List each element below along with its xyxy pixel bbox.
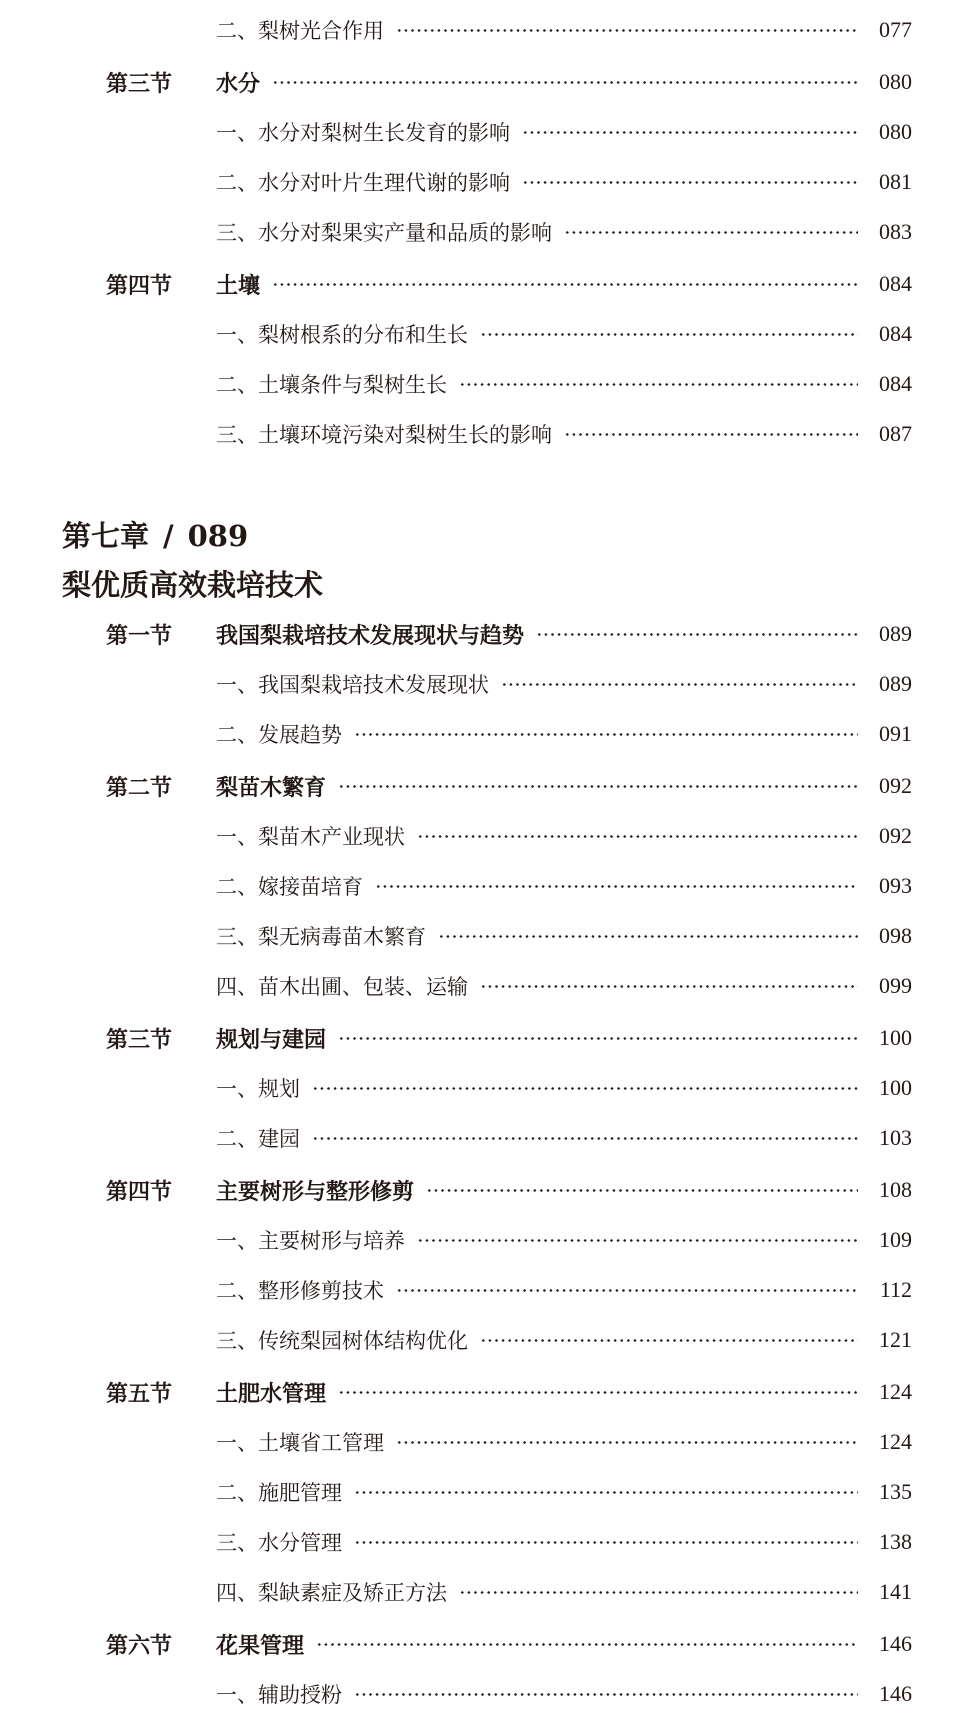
subsection-title: 一、梨苗木产业现状	[216, 825, 405, 849]
toc-subsection-row[interactable]	[216, 1422, 912, 1462]
subsection-title: 三、传统梨园树体结构优化	[216, 1329, 468, 1353]
toc-subsection-row[interactable]	[216, 112, 912, 152]
section-label: 第二节	[106, 775, 173, 801]
subsection-title: 二、建园	[216, 1127, 300, 1151]
section-label: 第四节	[106, 273, 173, 299]
toc-subsection-row[interactable]	[216, 1472, 912, 1512]
dot-leader	[417, 1239, 858, 1242]
page-number: 092	[879, 823, 912, 848]
subsection-title: 一、我国梨栽培技术发展现状	[216, 673, 489, 697]
dot-leader	[375, 885, 858, 888]
subsection-title: 一、水分对梨树生长发育的影响	[216, 121, 510, 145]
toc-subsection-row[interactable]	[216, 1068, 912, 1108]
dot-leader	[426, 1189, 858, 1192]
toc-section-row[interactable]	[106, 766, 912, 806]
chapter-page-number: 089	[187, 519, 249, 553]
page-number: 100	[879, 1025, 912, 1050]
section-title: 土壤	[216, 273, 261, 299]
section-label: 第五节	[106, 1381, 173, 1407]
page-number: 124	[879, 1379, 912, 1404]
dot-leader	[396, 1441, 858, 1444]
dot-leader	[354, 1541, 858, 1544]
toc-subsection-row[interactable]	[216, 866, 912, 906]
dot-leader	[522, 131, 858, 134]
subsection-title: 二、土壤条件与梨树生长	[216, 373, 447, 397]
page-number: 087	[879, 421, 912, 446]
page-number: 092	[879, 773, 912, 798]
dot-leader	[396, 29, 858, 32]
toc-subsection-row[interactable]	[216, 10, 912, 50]
page-number: 089	[879, 671, 912, 696]
section-title: 规划与建园	[216, 1027, 327, 1053]
page-number: 138	[879, 1529, 912, 1554]
toc-subsection-row[interactable]	[216, 1118, 912, 1158]
section-label: 第四节	[106, 1179, 173, 1205]
toc-section-row[interactable]	[106, 1170, 912, 1210]
page-number: 080	[879, 69, 912, 94]
dot-leader	[480, 333, 858, 336]
section-title: 土肥水管理	[216, 1381, 327, 1407]
section-label: 第六节	[106, 1633, 173, 1659]
dot-leader	[480, 985, 858, 988]
page-number: 083	[879, 219, 912, 244]
toc-subsection-row[interactable]	[216, 212, 912, 252]
subsection-title: 二、嫁接苗培育	[216, 875, 363, 899]
page-number: 084	[879, 271, 912, 296]
dot-leader	[312, 1087, 858, 1090]
toc-section-row[interactable]	[106, 1624, 912, 1664]
page-number: 146	[879, 1631, 912, 1656]
subsection-title: 一、梨树根系的分布和生长	[216, 323, 468, 347]
page-number: 098	[879, 923, 912, 948]
page-number: 135	[879, 1479, 912, 1504]
subsection-title: 四、梨缺素症及矫正方法	[216, 1581, 447, 1605]
dot-leader	[338, 1391, 858, 1394]
dot-leader	[501, 683, 858, 686]
toc-subsection-row[interactable]	[216, 1270, 912, 1310]
dot-leader	[459, 1591, 858, 1594]
page-number: 089	[879, 621, 912, 646]
dot-leader	[480, 1339, 858, 1342]
page-number: 124	[879, 1429, 912, 1454]
toc-section-row[interactable]	[106, 1372, 912, 1412]
toc-section-row[interactable]	[106, 62, 912, 102]
page-number: 146	[879, 1681, 912, 1706]
page-number: 121	[879, 1327, 912, 1352]
page-number: 100	[879, 1075, 912, 1100]
toc-subsection-row[interactable]	[216, 916, 912, 956]
chapter-label: 第七章	[62, 519, 150, 553]
subsection-title: 二、整形修剪技术	[216, 1279, 384, 1303]
toc-subsection-row[interactable]	[216, 1522, 912, 1562]
toc-section-row[interactable]	[106, 264, 912, 304]
toc-subsection-row[interactable]	[216, 1220, 912, 1260]
dot-leader	[459, 383, 858, 386]
page-number: 084	[879, 371, 912, 396]
dot-leader	[272, 283, 858, 286]
page-number: 141	[879, 1579, 912, 1604]
page-number: 091	[879, 721, 912, 746]
subsection-title: 三、水分对梨果实产量和品质的影响	[216, 221, 552, 245]
subsection-title: 三、水分管理	[216, 1531, 342, 1555]
section-title: 水分	[216, 71, 261, 97]
section-title: 梨苗木繁育	[216, 775, 327, 801]
dot-leader	[396, 1289, 858, 1292]
toc-subsection-row[interactable]	[216, 966, 912, 1006]
dot-leader	[438, 935, 858, 938]
page-number: 108	[879, 1177, 912, 1202]
dot-leader	[564, 433, 858, 436]
dot-leader	[338, 1037, 858, 1040]
dot-leader	[354, 1693, 858, 1696]
toc-subsection-row[interactable]	[216, 364, 912, 404]
dot-leader	[522, 181, 858, 184]
subsection-title: 三、土壤环境污染对梨树生长的影响	[216, 423, 552, 447]
subsection-title: 一、土壤省工管理	[216, 1431, 384, 1455]
subsection-title: 二、施肥管理	[216, 1481, 342, 1505]
toc-section-row[interactable]	[106, 614, 912, 654]
toc-subsection-row[interactable]	[216, 314, 912, 354]
toc-subsection-row[interactable]	[216, 1674, 912, 1714]
dot-leader	[272, 81, 858, 84]
subsection-title: 二、水分对叶片生理代谢的影响	[216, 171, 510, 195]
subsection-title: 一、主要树形与培养	[216, 1229, 405, 1253]
page-number: 084	[879, 321, 912, 346]
page-number: 109	[879, 1227, 912, 1252]
toc-subsection-row[interactable]	[216, 714, 912, 754]
toc-subsection-row[interactable]	[216, 664, 912, 704]
subsection-title: 一、辅助授粉	[216, 1683, 342, 1707]
toc-subsection-row[interactable]	[216, 414, 912, 454]
dot-leader	[354, 733, 858, 736]
section-label: 第一节	[106, 623, 173, 649]
page-number: 081	[879, 169, 912, 194]
page-number: 112	[879, 1277, 912, 1302]
subsection-title: 三、梨无病毒苗木繁育	[216, 925, 426, 949]
subsection-title: 二、发展趋势	[216, 723, 342, 747]
subsection-title: 二、梨树光合作用	[216, 19, 384, 43]
dot-leader	[312, 1137, 858, 1140]
dot-leader	[354, 1491, 858, 1494]
toc-section-row[interactable]	[106, 1018, 912, 1058]
page-number: 099	[879, 973, 912, 998]
section-label: 第三节	[106, 71, 173, 97]
dot-leader	[417, 835, 858, 838]
section-title: 花果管理	[216, 1633, 305, 1659]
section-title: 我国梨栽培技术发展现状与趋势	[216, 623, 525, 649]
chapter-title: 梨优质高效栽培技术	[62, 568, 324, 602]
dot-leader	[316, 1643, 858, 1646]
subsection-title: 四、苗木出圃、包装、运输	[216, 975, 468, 999]
toc-subsection-row[interactable]	[216, 162, 912, 202]
chapter-heading	[62, 514, 248, 555]
dot-leader	[564, 231, 858, 234]
section-label: 第三节	[106, 1027, 173, 1053]
subsection-title: 一、规划	[216, 1077, 300, 1101]
toc-subsection-row[interactable]	[216, 1572, 912, 1612]
dot-leader	[536, 633, 858, 636]
page-number: 080	[879, 119, 912, 144]
toc-subsection-row[interactable]	[216, 816, 912, 856]
page-number: 103	[879, 1125, 912, 1150]
toc-subsection-row[interactable]	[216, 1320, 912, 1360]
page-number: 093	[879, 873, 912, 898]
page-number: 077	[879, 17, 912, 42]
chapter-separator: /	[163, 519, 174, 553]
dot-leader	[338, 785, 858, 788]
section-title: 主要树形与整形修剪	[216, 1179, 415, 1205]
